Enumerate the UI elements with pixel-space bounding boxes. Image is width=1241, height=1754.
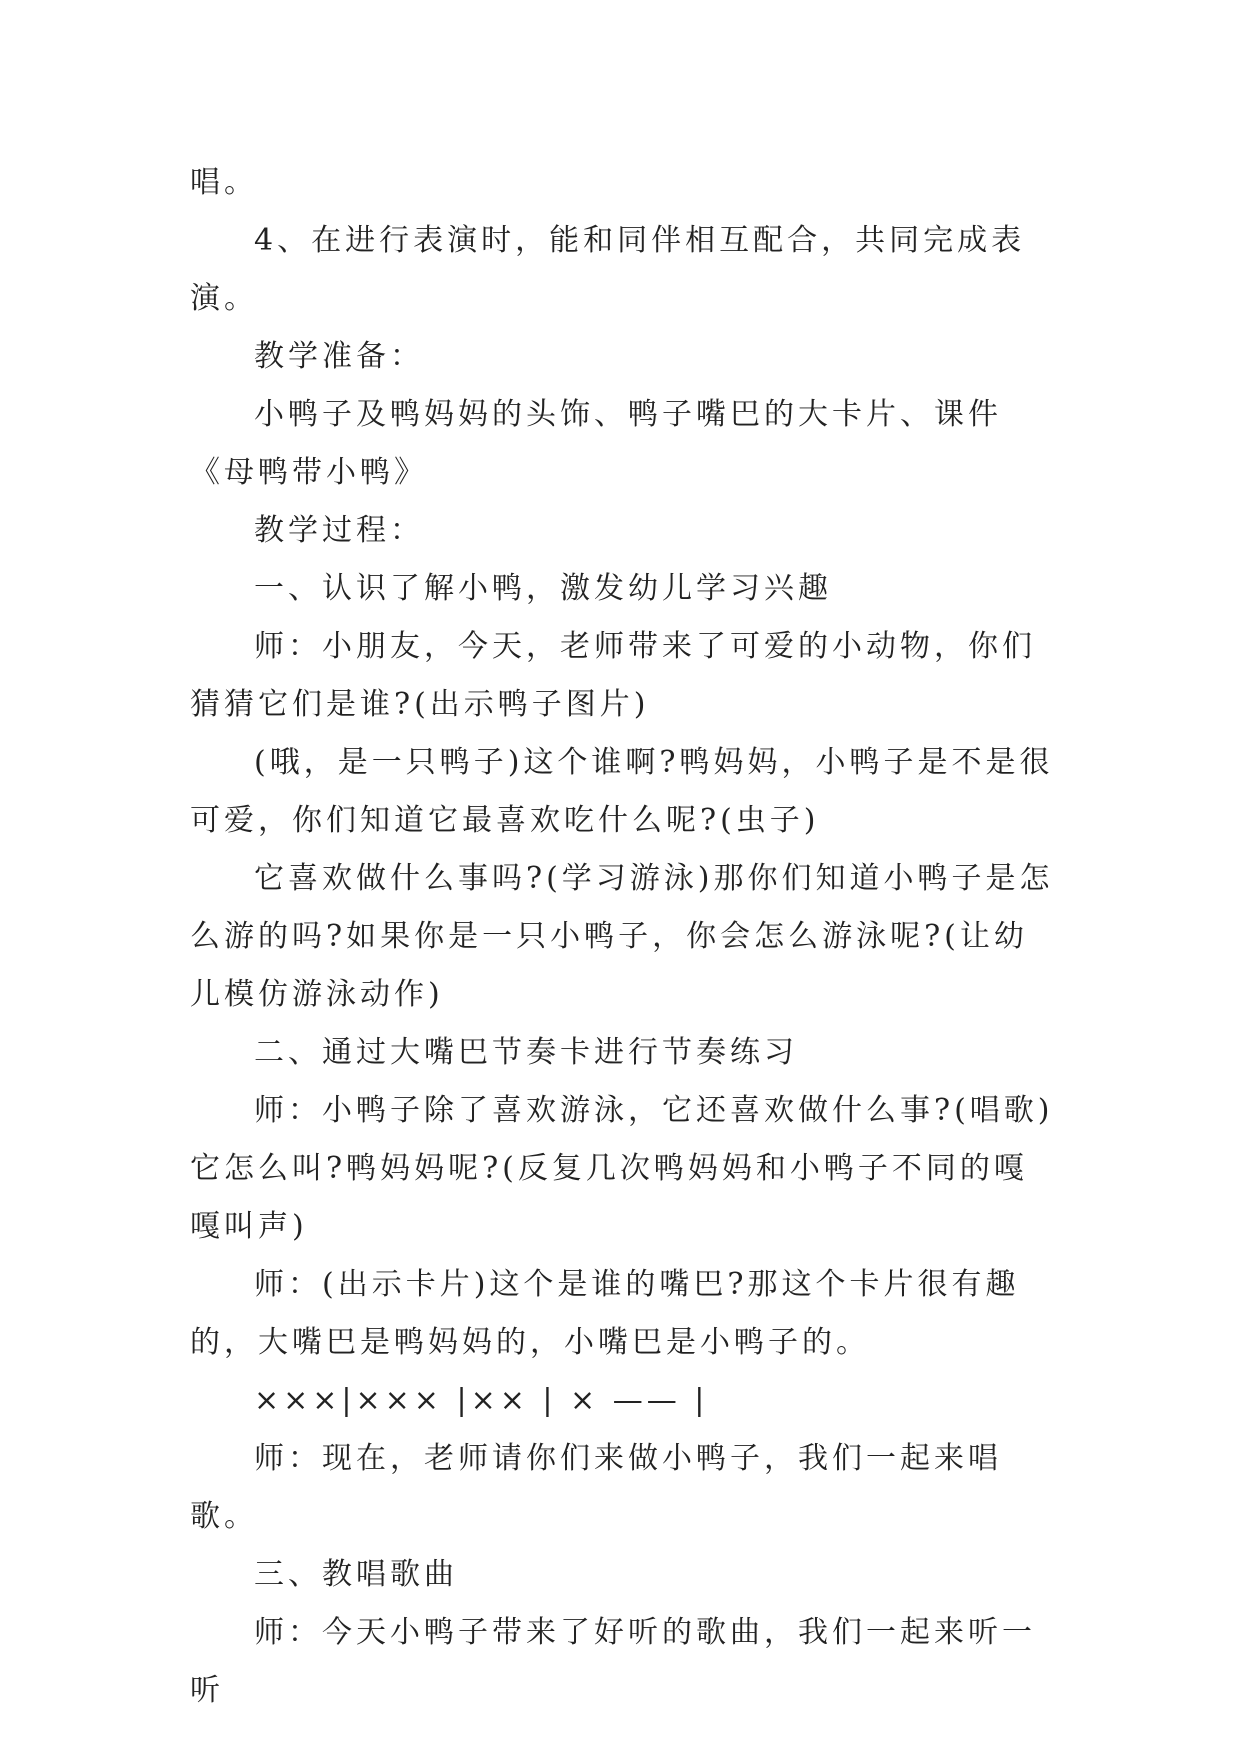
paragraph-teacher-3: 师：(出示卡片)这个是谁的嘴巴?那这个卡片很有趣的，大嘴巴是鸭妈妈的，小嘴巴是小鸭子的。 [190,1267,1020,1360]
paragraph-duck-2: 它喜欢做什么事吗?(学习游泳)那你们知道小鸭子是怎么游的吗?如果你是一只小鸭子，你会怎么游泳呢?(让幼儿模仿游泳动作) [190,861,1054,1012]
paragraph-materials: 小鸭子及鸭妈妈的头饰、鸭子嘴巴的大卡片、课件《母鸭带小鸭》 [190,397,1002,490]
section-heading-1: 一、认识了解小鸭，激发幼儿学习兴趣 [254,571,832,606]
rhythm-notation: ×××|××× |×× | × —— | [254,1383,709,1418]
paragraph-teacher-2: 师：小鸭子除了喜欢游泳，它还喜欢做什么事?(唱歌)它怎么叫?鸭妈妈呢?(反复几次鸭妈妈和小鸭子不同的嘎嘎叫声) [190,1093,1054,1244]
paragraph-continuation: 唱。 [190,165,258,200]
document-page [190,154,1060,1720]
paragraph-duck-1: (哦，是一只鸭子)这个谁啊?鸭妈妈，小鸭子是不是很可爱，你们知道它最喜欢吃什么呢?(虫子) [190,745,1054,838]
heading-process: 教学过程： [254,513,424,548]
paragraph-teacher-5: 师：今天小鸭子带来了好听的歌曲，我们一起来听一听 [190,1615,1036,1708]
paragraph-teacher-1: 师：小朋友，今天，老师带来了可爱的小动物，你们猜猜它们是谁?(出示鸭子图片) [190,629,1036,722]
paragraph-teacher-4: 师：现在，老师请你们来做小鸭子，我们一起来唱歌。 [190,1441,1002,1534]
section-heading-2: 二、通过大嘴巴节奏卡进行节奏练习 [254,1035,798,1070]
section-heading-3: 三、教唱歌曲 [254,1557,458,1592]
paragraph-objective-4: 4、在进行表演时，能和同伴相互配合，共同完成表演。 [190,223,1026,316]
heading-preparation: 教学准备： [254,339,424,374]
